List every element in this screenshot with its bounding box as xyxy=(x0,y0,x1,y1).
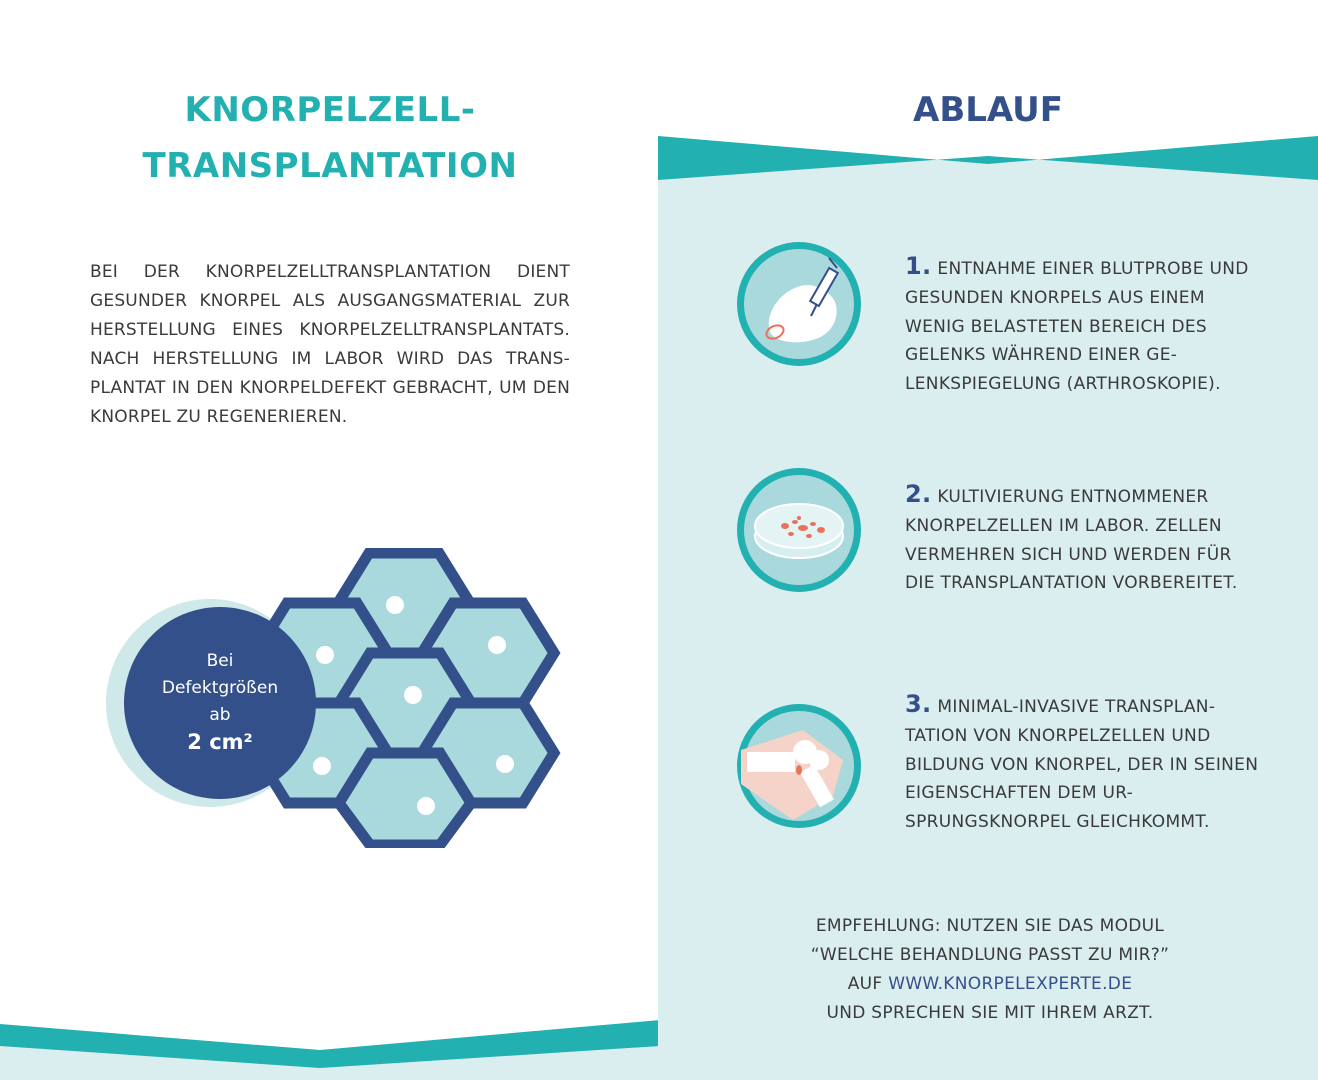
badge-line-2: Defektgrößen xyxy=(161,678,279,698)
recommendation-line-3 xyxy=(730,970,1250,999)
cell-nucleus xyxy=(313,757,331,775)
step-1-number: 1. xyxy=(905,252,932,280)
recommendation-prefix: AUF xyxy=(847,974,889,994)
step-1-text: ENTNAHME EINER BLUTPROBE UND GESUNDEN KNORPELS AUS EINEM WENIG BELASTETEN BEREICH DES GELENKS WÄHREND EINER GE- LENKSPIEGELUNG (ARTHROSKOPIE). xyxy=(905,259,1249,395)
defect-size-label xyxy=(120,648,320,756)
page-title xyxy=(110,82,550,194)
cell-nucleus xyxy=(417,797,435,815)
website-link[interactable]: WWW.KNORPELEXPERTE.DE xyxy=(888,974,1133,994)
cell-nucleus xyxy=(496,755,514,773)
recommendation-line-1: EMPFEHLUNG: NUTZEN SIE DAS MODUL xyxy=(815,916,1165,936)
cell-nucleus xyxy=(488,636,506,654)
step-3-text: MINIMAL-INVASIVE TRANSPLAN- TATION VON KNORPELZELLEN UND BILDUNG VON KNORPEL, DER IN SEINEN EIGENSCHAFTEN DEM UR- SPRUNGSKNORPEL GLEICHKOMMT. xyxy=(905,697,1259,833)
syringe-sample-icon xyxy=(733,238,865,370)
step-1 xyxy=(905,252,1265,399)
step-2 xyxy=(905,480,1265,598)
petri-dish-icon xyxy=(733,464,865,596)
badge-size-value: 2 cm² xyxy=(187,730,253,754)
step-3 xyxy=(905,690,1265,837)
recommendation-line-2: “WELCHE BEHANDLUNG PASST ZU MIR?” xyxy=(810,945,1170,965)
badge-line-1: Bei xyxy=(206,651,234,671)
step-3-number: 3. xyxy=(905,690,932,718)
title-line-2: TRANSPLANTATION xyxy=(142,146,518,186)
cell-nucleus xyxy=(386,596,404,614)
title-line-1: KNORPELZELL- xyxy=(184,90,476,130)
recommendation xyxy=(730,912,1250,1028)
knee-joint-icon xyxy=(733,700,865,832)
badge-line-3: ab xyxy=(209,705,231,725)
cell-nucleus xyxy=(404,686,422,704)
recommendation-line-4: UND SPRECHEN SIE MIT IHREM ARZT. xyxy=(826,1003,1154,1023)
step-2-text: KULTIVIERUNG ENTNOMMENER KNORPELZELLEN IM LABOR. ZELLEN VERMEHREN SICH UND WERDEN FÜR DIE TRANSPLANTATION VORBEREITET. xyxy=(905,487,1238,594)
intro-paragraph: BEI DER KNORPELZELLTRANSPLANTATION DIENT GESUNDER KNORPEL ALS AUSGANGSMATERIAL ZUR HERSTELLUNG EINES KNORPELZELLTRANSPLANTATS. NACH HERSTELLUNG IM LABOR WIRD DAS TRANS- PLANTAT IN DEN KNORPELDEFEKT GEBRACHT, UM DEN KNORPEL ZU REGENERIEREN. xyxy=(90,262,570,427)
left-bottom-band xyxy=(0,1020,660,1080)
section-title: ABLAUF xyxy=(913,90,1063,130)
hex-cell xyxy=(339,753,471,845)
step-2-number: 2. xyxy=(905,480,932,508)
